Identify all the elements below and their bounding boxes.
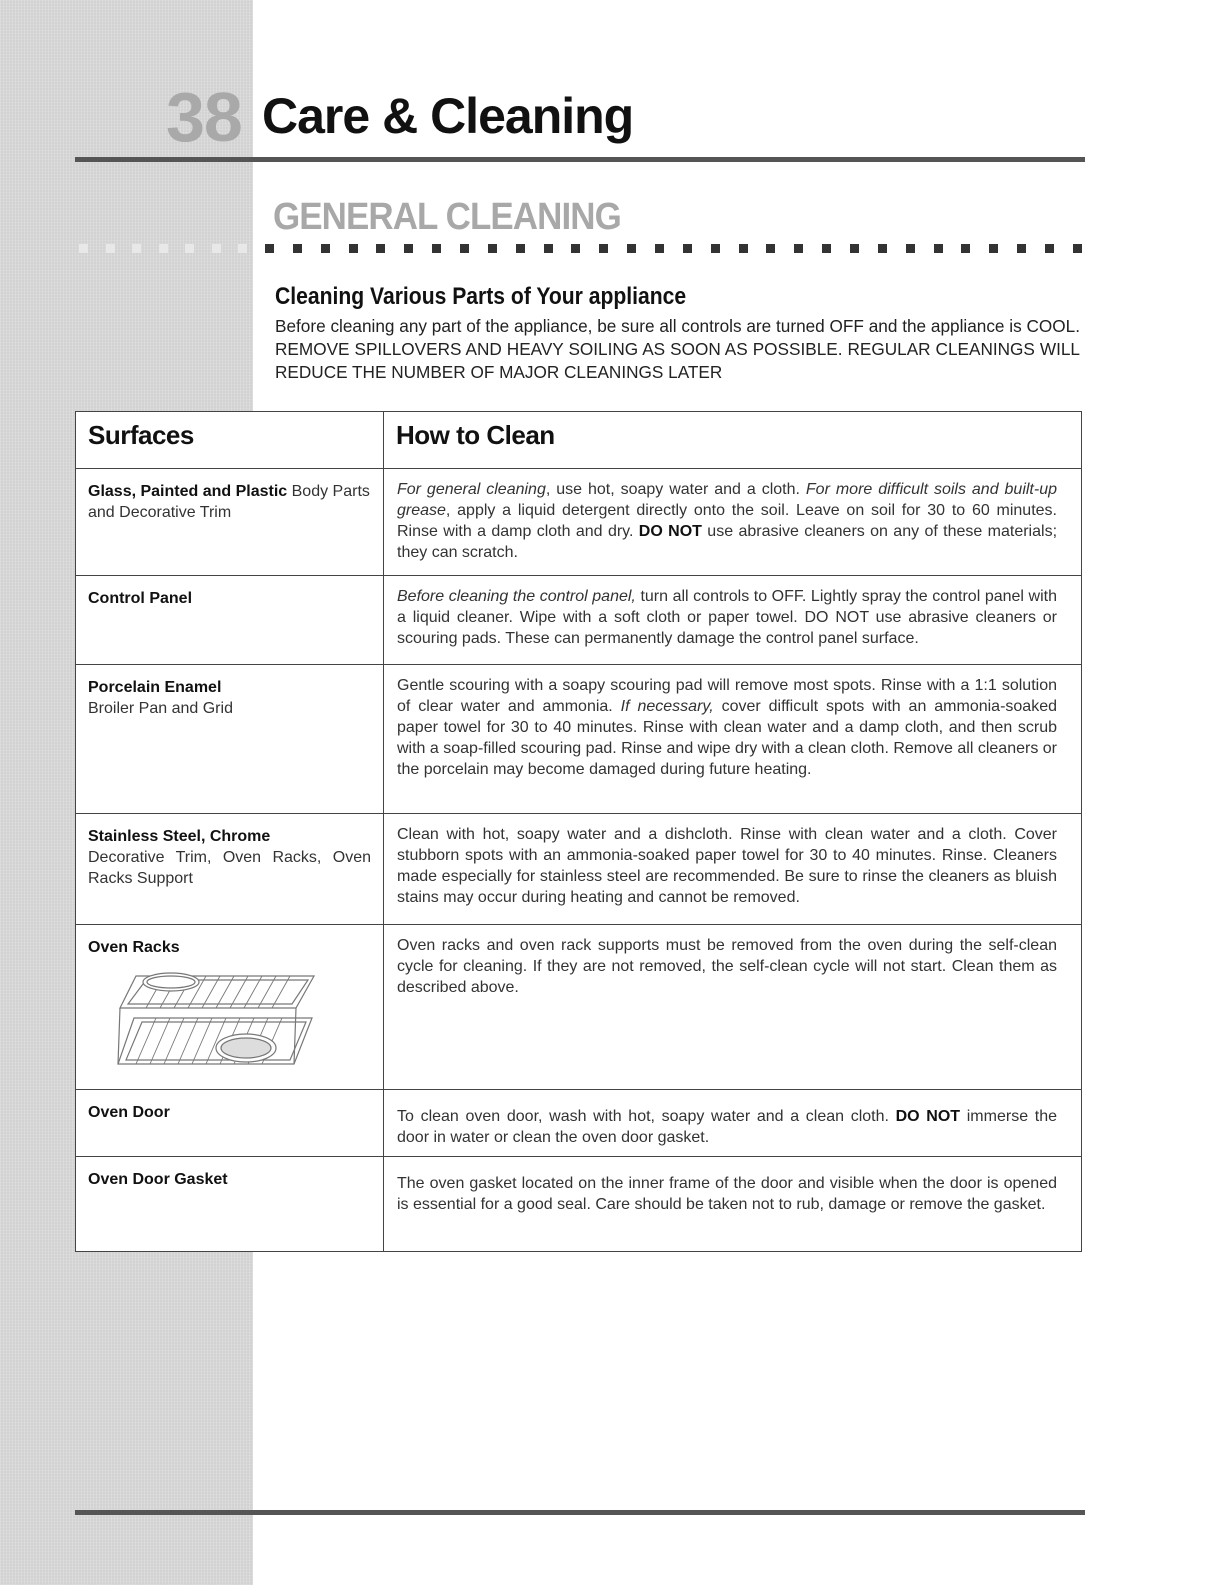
surface-cell (76, 814, 384, 925)
surface-cell (76, 665, 384, 814)
how-to-clean-cell (384, 814, 1082, 925)
surface-cell (76, 469, 384, 576)
bottom-rule (75, 1510, 1085, 1515)
table-row-stainless-steel (76, 814, 1082, 925)
how-to-clean-cell (384, 1157, 1082, 1252)
surface-name: Stainless Steel, Chrome (88, 828, 271, 845)
oven-rack-illustration (116, 968, 316, 1073)
instruction-text: Oven racks and oven rack supports must be removed from the oven during the self-clean cycle for cleaning. If they are not removed, the self-clean cycle will not start. Clean them as described above. (397, 937, 1057, 996)
surface-name: Oven Door (88, 1104, 170, 1121)
instruction-text: For general cleaning (397, 481, 546, 498)
surface-name: Porcelain Enamel (88, 679, 222, 696)
surface-name: Control Panel (88, 590, 193, 607)
intro-paragraph: Before cleaning any part of the appliance, be sure all controls are turned OFF and the appliance is COOL. REMOVE SPILLOVERS AND HEAVY SOILING AS SOON AS POSSIBLE. REGULAR CLEANINGS WILL REDUCE THE NUMBER OF MAJOR CLEANINGS LATER (275, 316, 1080, 382)
instruction-text: turn all controls to OFF. Lightly spray the control panel with a liquid cleaner. Wipe with a soft cloth or paper towel. DO NOT use abrasive cleaners or scouring pads. These can permanently damage the control panel surface. (397, 588, 1058, 647)
page-number: 38 (166, 78, 242, 156)
top-rule (75, 157, 1085, 162)
dot-divider (265, 244, 1082, 254)
instruction-text: Clean with hot, soapy water and a dishcloth. Rinse with clean water and a cloth. Cover stubborn spots with an ammonia-soaked paper towel for 30 to 40 minutes. Rinse. Cleaners made especially for stainless steel are recommended. Be sure to rinse the cleaners as bluish stains may occur during heating and cannot be removed. (397, 826, 1057, 906)
how-to-clean-cell (384, 925, 1082, 1090)
subheading: Cleaning Various Parts of Your appliance (275, 283, 687, 310)
instruction-text: DO NOT (638, 523, 702, 540)
instruction-text: , apply a liquid detergent directly onto the soil. Leave on soil for 30 to 60 minutes. Rinse with a damp cloth and dry. (397, 502, 1057, 540)
surface-cell (76, 576, 384, 665)
surface-subtext: Broiler Pan and Grid (88, 700, 233, 717)
section-heading: GENERAL CLEANING (273, 196, 621, 238)
surface-cell (76, 1090, 384, 1157)
instruction-text: Before cleaning the control panel, (397, 588, 636, 605)
surface-name: Oven Door Gasket (88, 1171, 228, 1188)
instruction-text: immerse the door in water or clean the oven door gasket. (397, 1108, 1058, 1146)
surface-cell (76, 1157, 384, 1252)
column-header-surfaces: Surfaces (76, 412, 384, 469)
instruction-text: DO NOT (895, 1108, 961, 1125)
page-title: Care & Cleaning (262, 88, 634, 144)
instruction-text: The oven gasket located on the inner frame of the door and visible when the door is opened is essential for a good seal. Care should be taken not to rub, damage or remove the gasket. (397, 1175, 1057, 1213)
table-row-oven-door-gasket (76, 1157, 1082, 1252)
table-header-row (76, 412, 1082, 469)
cleaning-table (75, 411, 1082, 1252)
instruction-text: For more difficult soils and built-up grease (397, 481, 1058, 519)
instruction-text: use abrasive cleaners on any of these materials; they can scratch. (397, 523, 1058, 561)
instruction-text: , use hot, soapy water and a cloth. (545, 481, 806, 498)
instruction-text: Gentle scouring with a soapy scouring pad will remove most spots. Rinse with a 1:1 solution of clear water and ammonia. (397, 677, 1057, 715)
dot-divider-left (79, 244, 247, 254)
column-header-how-to-clean: How to Clean (384, 412, 1082, 469)
how-to-clean-cell (384, 665, 1082, 814)
how-to-clean-cell (384, 1090, 1082, 1157)
table-row-control-panel (76, 576, 1082, 665)
surface-name: Glass, Painted and Plastic (88, 483, 288, 500)
surface-subtext: Body Parts and Decorative Trim (88, 483, 370, 521)
surface-cell (76, 925, 384, 1090)
surface-name: Oven Racks (88, 939, 180, 956)
table-row-oven-racks (76, 925, 1082, 1090)
surface-subtext: Decorative Trim, Oven Racks, Oven Racks Support (88, 849, 371, 887)
instruction-text: If necessary, (620, 698, 714, 715)
table-row-glass-painted-plastic (76, 469, 1082, 576)
instruction-text: cover difficult spots with an ammonia-soaked paper towel for 30 to 40 minutes. Rinse with clean water and a damp cloth, and then scrub with a soap-filled scouring pad. Rinse and wipe dry with a clean cloth. Remove all cleaners or the porcelain may become damaged during future heating. (397, 698, 1057, 778)
table-row-oven-door (76, 1090, 1082, 1157)
how-to-clean-cell (384, 469, 1082, 576)
table-row-porcelain-enamel (76, 665, 1082, 814)
how-to-clean-cell (384, 576, 1082, 665)
instruction-text: To clean oven door, wash with hot, soapy water and a clean cloth. (397, 1108, 896, 1125)
